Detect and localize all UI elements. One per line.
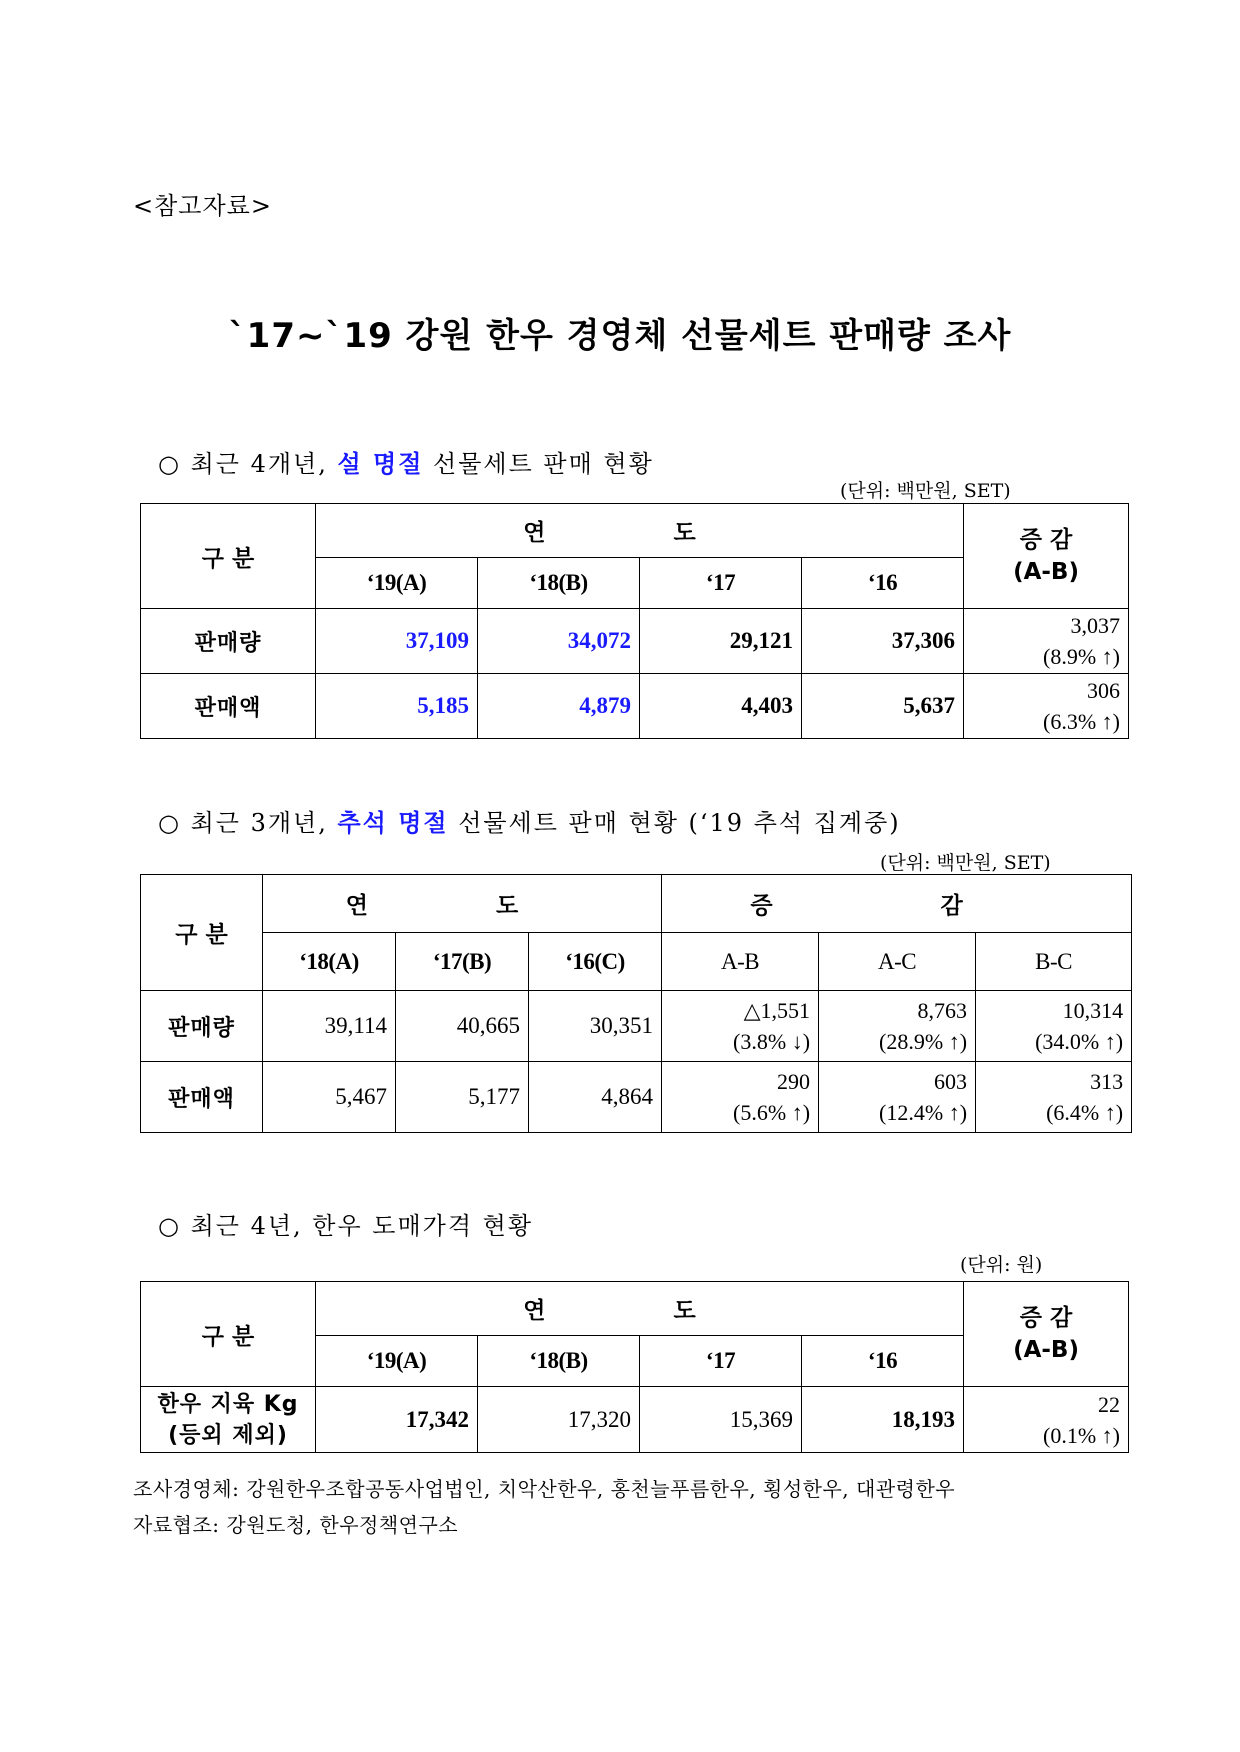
section1-heading-suffix: 선물세트 판매 현황 [423,450,654,478]
table-cell: 17,342 [316,1387,478,1453]
change-header: B-C [976,933,1132,991]
table-row [141,609,1129,674]
year-header: ‘17(B) [396,933,529,991]
year-header: ‘16 [802,558,964,609]
change-group-header: 증 감 (A-B) [964,504,1129,609]
section2-heading-suffix: 선물세트 판매 현황 (‘19 추석 집계중) [448,809,901,837]
section1-unit: (단위: 백만원, SET) [840,480,1011,502]
year-header: ‘18(A) [263,933,396,991]
year-group-header: 연 도 [316,1282,964,1336]
table-cell: 5,467 [263,1062,396,1133]
section1-heading [158,444,654,479]
year-header: ‘17 [640,1336,802,1387]
table-cell: 30,351 [529,991,662,1062]
year-header: ‘19(A) [316,1336,478,1387]
year-header: ‘17 [640,558,802,609]
change-header: A-B [662,933,819,991]
reference-label: <참고자료> [133,192,272,220]
table-cell: 4,879 [478,674,640,739]
year-header: ‘16 [802,1336,964,1387]
footer-cooperation: 자료협조: 강원도청, 한우정책연구소 [133,1513,459,1537]
table-cell: 15,369 [640,1387,802,1453]
year-header: ‘18(B) [478,1336,640,1387]
table-row [141,674,1129,739]
page-title: `17~`19 강원 한우 경영체 선물세트 판매량 조사 [228,316,1012,356]
year-group-header: 연 도 [316,504,964,558]
table-cell: 34,072 [478,609,640,674]
change-cell: 290 (5.6% ↑) [662,1062,819,1133]
table-chuseok-sales [140,874,1132,1133]
row-label: 한우 지육 Kg (등외 제외) [141,1387,316,1453]
change-group-header: 증 감 [662,875,1132,933]
table-row [141,991,1132,1062]
table-wholesale-price [140,1281,1129,1453]
change-header: A-C [819,933,976,991]
table-cell: 37,306 [802,609,964,674]
change-cell: 10,314 (34.0% ↑) [976,991,1132,1062]
section1-heading-prefix: ○ 최근 4개년, [158,450,338,478]
table-cell: 4,864 [529,1062,662,1133]
change-group-header: 증 감 (A-B) [964,1282,1129,1387]
row-label: 판매액 [141,1062,263,1133]
row-label: 판매액 [141,674,316,739]
section2-unit: (단위: 백만원, SET) [880,852,1051,874]
col-group-header: 구 분 [141,875,263,991]
section1-heading-highlight: 설 명절 [337,449,424,478]
change-cell: 3,037 (8.9% ↑) [964,609,1129,674]
change-cell: 306 (6.3% ↑) [964,674,1129,739]
table-row [141,1387,1129,1453]
section2-heading-prefix: ○ 최근 3개년, [158,809,338,837]
section3-unit: (단위: 원) [960,1254,1043,1276]
footer-survey: 조사경영체: 강원한우조합공동사업법인, 치악산한우, 홍천늘푸름한우, 횡성한우, 대관령한우 [133,1477,956,1501]
table-cell: 5,185 [316,674,478,739]
table-cell: 4,403 [640,674,802,739]
table-seol-sales [140,503,1129,739]
table-cell: 17,320 [478,1387,640,1453]
table-cell: 18,193 [802,1387,964,1453]
table-cell: 37,109 [316,609,478,674]
year-header: ‘18(B) [478,558,640,609]
row-label: 판매량 [141,609,316,674]
table-row [141,1062,1132,1133]
section2-heading-highlight: 추석 명절 [337,808,449,837]
table-cell: 40,665 [396,991,529,1062]
change-cell: 313 (6.4% ↑) [976,1062,1132,1133]
year-group-header: 연 도 [263,875,662,933]
year-header: ‘19(A) [316,558,478,609]
table-cell: 39,114 [263,991,396,1062]
table-cell: 5,637 [802,674,964,739]
change-cell: 22 (0.1% ↑) [964,1387,1129,1453]
change-cell: △1,551 (3.8% ↓) [662,991,819,1062]
change-cell: 8,763 (28.9% ↑) [819,991,976,1062]
section2-heading [158,803,901,838]
col-group-header: 구 분 [141,504,316,609]
col-group-header: 구 분 [141,1282,316,1387]
row-label: 판매량 [141,991,263,1062]
table-cell: 5,177 [396,1062,529,1133]
change-cell: 603 (12.4% ↑) [819,1062,976,1133]
section3-heading: ○ 최근 4년, 한우 도매가격 현황 [158,1212,534,1240]
year-header: ‘16(C) [529,933,662,991]
table-cell: 29,121 [640,609,802,674]
